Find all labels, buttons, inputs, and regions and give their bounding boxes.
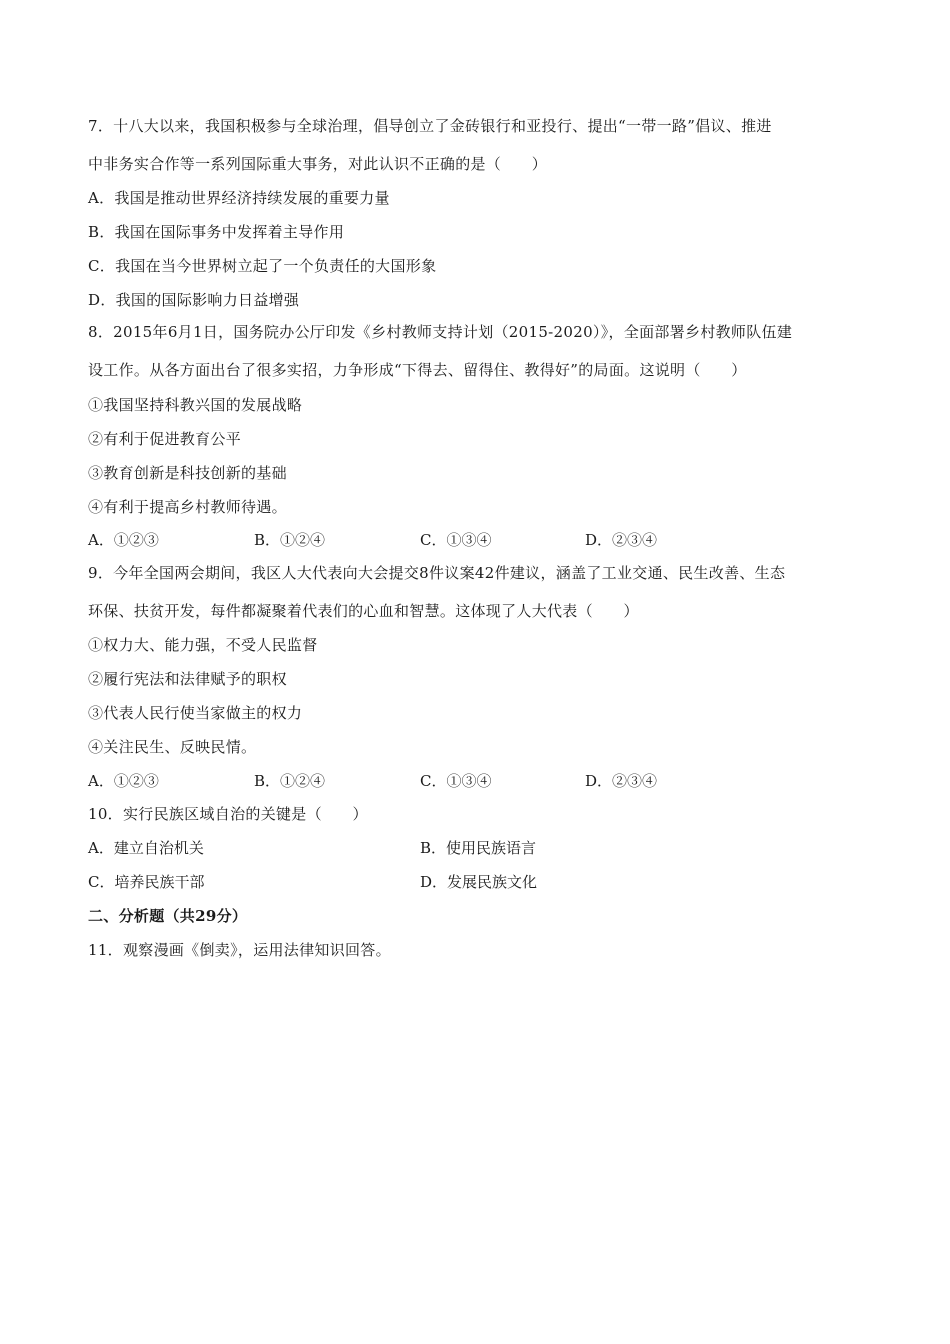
q9-option-b: B．①②④ (254, 772, 326, 790)
q8-option-a: A．①②③ (88, 531, 159, 549)
q7-stem-line1: 7．十八大以来，我国积极参与全球治理，倡导创立了金砖银行和亚投行、提出“一带一路”倡议、推进 (88, 117, 772, 135)
q7-option-a: A．我国是推动世界经济持续发展的重要力量 (88, 189, 390, 207)
q9-option-d: D．②③④ (585, 772, 658, 790)
q9-statement-3: ③代表人民行使当家做主的权力 (88, 704, 303, 722)
q8-statement-2: ②有利于促进教育公平 (88, 430, 242, 448)
q7-option-b: B．我国在国际事务中发挥着主导作用 (88, 223, 345, 241)
q8-statement-3: ③教育创新是科技创新的基础 (88, 464, 287, 482)
q7-option-c: C．我国在当今世界树立起了一个负责任的大国形象 (88, 257, 437, 275)
q10-option-d: D．发展民族文化 (420, 873, 538, 891)
q8-options-row (88, 530, 848, 550)
q7-option-d: D．我国的国际影响力日益增强 (88, 291, 300, 309)
q8-option-c: C．①③④ (420, 531, 492, 549)
q7-stem-line2: 中非务实合作等一系列国际重大事务，对此认识不正确的是（ ） (88, 155, 548, 173)
q9-stem-line1: 9．今年全国两会期间，我区人大代表向大会提交8件议案42件建议，涵盖了工业交通、民生改善、生态 (88, 564, 786, 582)
q8-statement-1: ①我国坚持科教兴国的发展战略 (88, 396, 303, 414)
q10-options-row-2 (88, 872, 848, 892)
q10-option-b: B．使用民族语言 (420, 839, 537, 857)
q8-stem-line2: 设工作。从各方面出台了很多实招，力争形成“下得去、留得住、教得好”的局面。这说明（ ） (88, 361, 747, 379)
q11-stem: 11．观察漫画《倒卖》，运用法律知识回答。 (88, 941, 391, 959)
q10-option-a: A．建立自治机关 (88, 839, 204, 857)
q8-option-d: D．②③④ (585, 531, 658, 549)
q9-option-c: C．①③④ (420, 772, 492, 790)
q9-stem-line2: 环保、扶贫开发，每件都凝聚着代表们的心血和智慧。这体现了人大代表（ ） (88, 602, 639, 620)
q9-statement-4: ④关注民生、反映民情。 (88, 738, 257, 756)
q9-options-row (88, 771, 848, 791)
q9-option-a: A．①②③ (88, 772, 159, 790)
q8-stem-line1: 8．2015年6月1日，国务院办公厅印发《乡村教师支持计划（2015-2020）》，全面部署乡村教师队伍建 (88, 323, 793, 341)
q9-statement-1: ①权力大、能力强，不受人民监督 (88, 636, 318, 654)
q10-option-c: C．培养民族干部 (88, 873, 205, 891)
q9-statement-2: ②履行宪法和法律赋予的职权 (88, 670, 287, 688)
q8-option-b: B．①②④ (254, 531, 326, 549)
q8-statement-4: ④有利于提高乡村教师待遇。 (88, 498, 287, 516)
q10-options-row-1 (88, 838, 848, 858)
q10-stem: 10．实行民族区域自治的关键是（ ） (88, 805, 368, 823)
section2-heading: 二、分析题（共29分） (88, 907, 248, 925)
